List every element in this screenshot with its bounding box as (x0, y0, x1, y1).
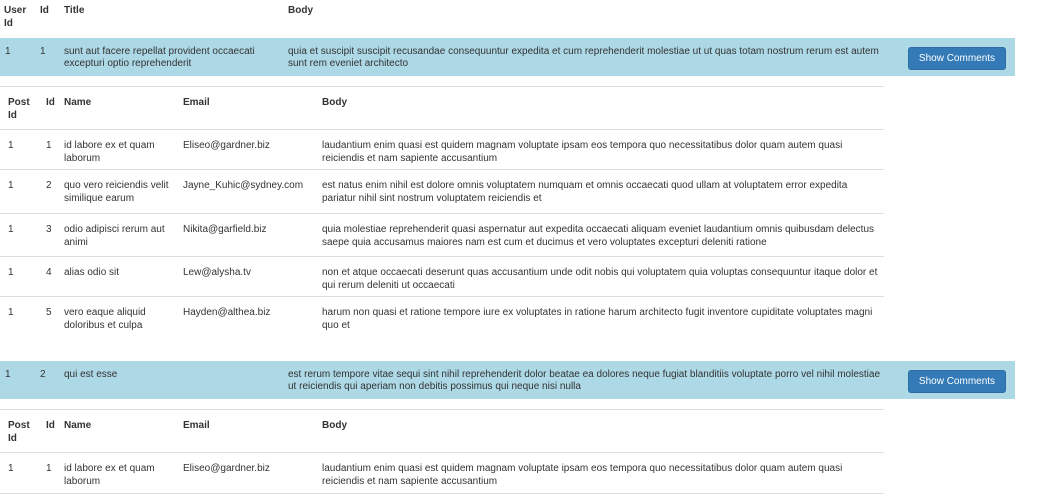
header-name: Name (64, 97, 92, 108)
header-id: Id (46, 97, 55, 108)
comment-email: Nikita@garfield.biz (183, 224, 267, 235)
header-body: Body (288, 5, 313, 16)
header-email: Email (183, 420, 210, 431)
comment-row (0, 169, 884, 210)
header-email: Email (183, 97, 210, 108)
post-body: quia et suscipit suscipit recusandae consequuntur expedita et cum reprehenderit molestiae ut ut quas totam nostrum rerum est autem sunt rem eveniet architecto (288, 46, 879, 69)
comment-name: quo vero reiciendis velit similique earum (64, 180, 169, 204)
post-body: est rerum tempore vitae sequi sint nihil reprehenderit dolor beatae ea dolores neque fugiat blanditiis voluptate porro vel nihil molestiae ut reiciendis qui aperiam non debitis possimus qui neque nisi nulla (288, 369, 881, 392)
comment-body: non et atque occaecati deserunt quas accusantium unde odit nobis qui voluptatem quia voluptas consequuntur itaque dolor et qui rerum deleniti ut occaecati (322, 267, 878, 291)
comment-id: 4 (46, 267, 52, 278)
comment-post-id: 1 (8, 180, 14, 191)
comments-table (0, 86, 1052, 356)
post-user-id: 1 (5, 46, 11, 57)
comment-post-id: 1 (8, 307, 14, 318)
comment-id: 3 (46, 224, 52, 235)
post-user-id: 1 (5, 369, 11, 380)
comment-row (0, 452, 884, 494)
header-id: Id (46, 420, 55, 431)
comment-name: alias odio sit (64, 267, 120, 278)
comment-id: 5 (46, 307, 52, 318)
comment-post-id: 1 (8, 267, 14, 278)
comment-row (0, 213, 884, 254)
header-name: Name (64, 420, 92, 431)
header-body: Body (322, 97, 347, 108)
post-id: 1 (40, 46, 46, 57)
post-id: 2 (40, 369, 46, 380)
comment-body: est natus enim nihil est dolore omnis voluptatem numquam et omnis occaecati quod ullam at voluptatem error expedita pariatur nihil sint nostrum voluptatem reiciendis et (322, 180, 848, 204)
comment-email: Hayden@althea.biz (183, 307, 271, 318)
comment-body: laudantium enim quasi est quidem magnam voluptate ipsam eos tempora quo necessitatibus dolor quam autem quasi reiciendis et nam sapiente accusantium (322, 463, 843, 487)
comment-email: Eliseo@gardner.biz (183, 140, 270, 151)
header-title: Title (64, 5, 85, 16)
comment-body: laudantium enim quasi est quidem magnam voluptate ipsam eos tempora quo necessitatibus dolor quam autem quasi reiciendis et nam sapiente accusantium (322, 140, 843, 164)
post-row (0, 361, 1015, 399)
header-user-id: User Id (4, 5, 27, 29)
comment-id: 1 (46, 140, 52, 151)
comment-body: harum non quasi et ratione tempore iure ex voluptates in ratione harum architecto fugit inventore cupiditate voluptates magni quo et (322, 307, 873, 331)
comment-row (0, 256, 884, 297)
comment-post-id: 1 (8, 224, 14, 235)
comment-post-id: 1 (8, 463, 14, 474)
post-title: qui est esse (64, 369, 118, 380)
comment-id: 1 (46, 463, 52, 474)
show-comments-button[interactable]: Show Comments (908, 47, 1006, 70)
comment-row (0, 129, 884, 170)
comment-email: Jayne_Kuhic@sydney.com (183, 180, 304, 191)
show-comments-button[interactable]: Show Comments (908, 370, 1006, 393)
comment-name: vero eaque aliquid doloribus et culpa (64, 307, 146, 331)
comment-id: 2 (46, 180, 52, 191)
header-post-id: Post Id (8, 420, 30, 444)
post-row (0, 38, 1015, 76)
comment-row (0, 296, 884, 345)
comments-table-header (0, 86, 884, 123)
comment-name: odio adipisci rerum aut animi (64, 224, 165, 248)
comments-table-header (0, 409, 884, 446)
post-title: sunt aut facere repellat provident occaecati excepturi optio reprehenderit (64, 46, 255, 69)
header-id: Id (40, 5, 49, 16)
comment-body: quia molestiae reprehenderit quasi aspernatur aut expedita occaecati aliquam eveniet laudantium omnis quibusdam delectus saepe quia accusamus maiores nam est cum et ducimus et vero voluptates excepturi deleniti ratione (322, 224, 875, 248)
comment-email: Eliseo@gardner.biz (183, 463, 270, 474)
header-post-id: Post Id (8, 97, 30, 121)
posts-table-header (0, 0, 1052, 34)
comment-name: id labore ex et quam laborum (64, 140, 155, 164)
header-body: Body (322, 420, 347, 431)
comments-table (0, 409, 1052, 500)
comment-name: id labore ex et quam laborum (64, 463, 155, 487)
comment-email: Lew@alysha.tv (183, 267, 251, 278)
comment-post-id: 1 (8, 140, 14, 151)
